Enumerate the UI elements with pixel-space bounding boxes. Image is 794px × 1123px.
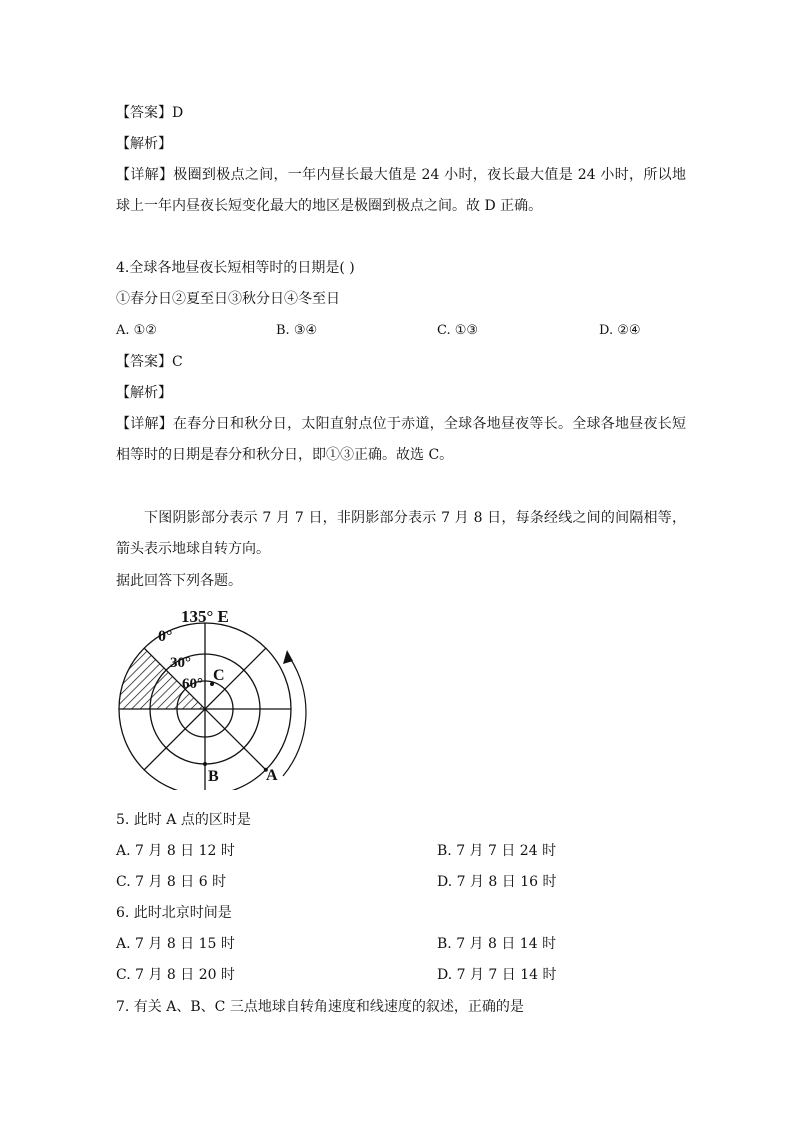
label-point-a: A [266, 767, 278, 784]
q4-detail: 【详解】在春分日和秋分日，太阳直射点位于赤道，全球各地昼夜等长。全球各地昼夜长短相等时的日期是春分和秋分日，即①③正确。故选 C。 [116, 416, 686, 463]
q5-option-c: C. 7 月 8 日 6 时 [116, 874, 227, 890]
q5-stem: 5. 此时 A 点的区时是 [116, 812, 251, 828]
q4-option-c: C. ①③ [437, 323, 479, 338]
label-30deg: 30° [170, 655, 191, 671]
label-point-c: C [213, 667, 225, 684]
label-0deg: 0° [158, 628, 173, 645]
q4-answer: 【答案】C [116, 354, 183, 370]
q6-option-b: B. 7 月 8 日 14 时 [437, 936, 557, 952]
rotation-arrowhead [283, 650, 293, 664]
q4-option-b: B. ③④ [276, 323, 318, 338]
q4-option-d: D. ②④ [599, 323, 641, 338]
q6-option-c: C. 7 月 8 日 20 时 [116, 967, 235, 983]
q5-option-d: D. 7 月 8 日 16 时 [437, 874, 557, 890]
label-point-b: B [208, 768, 219, 785]
q7-stem: 7. 有关 A、B、C 三点地球自转角速度和线速度的叙述，正确的是 [116, 999, 524, 1015]
intro-prompt: 据此回答下列各题。 [116, 573, 242, 589]
point-b-dot [203, 762, 207, 766]
label-60deg: 60° [182, 676, 203, 692]
q6-option-a: A. 7 月 8 日 15 时 [116, 936, 235, 952]
q5-option-a: A. 7 月 8 日 12 时 [116, 843, 235, 859]
polar-diagram [110, 600, 310, 790]
label-135e: 135° E [181, 607, 229, 626]
q3-analysis-heading: 【解析】 [116, 136, 172, 152]
q4-option-a: A. ①② [116, 323, 157, 338]
intro-text: 下图阴影部分表示 7 月 7 日，非阴影部分表示 7 月 8 日，每条经线之间的间隔相等，箭头表示地球自转方向。 [116, 510, 686, 557]
q3-answer: 【答案】D [116, 105, 184, 121]
q4-analysis-heading: 【解析】 [116, 385, 172, 401]
q5-option-b: B. 7 月 7 日 24 时 [437, 843, 557, 859]
q6-stem: 6. 此时北京时间是 [116, 905, 232, 921]
q6-option-d: D. 7 月 7 日 14 时 [437, 967, 557, 983]
q4-items: ①春分日②夏至日③秋分日④冬至日 [116, 291, 340, 307]
rotation-arrow [283, 658, 306, 776]
q4-stem: 4.全球各地昼夜长短相等时的日期是( ) [116, 260, 355, 276]
q3-detail: 【详解】极圈到极点之间，一年内昼长最大值是 24 小时，夜长最大值是 24 小时，所以地球上一年内昼夜长短变化最大的地区是极圈到极点之间。故 D 正确。 [116, 167, 686, 214]
